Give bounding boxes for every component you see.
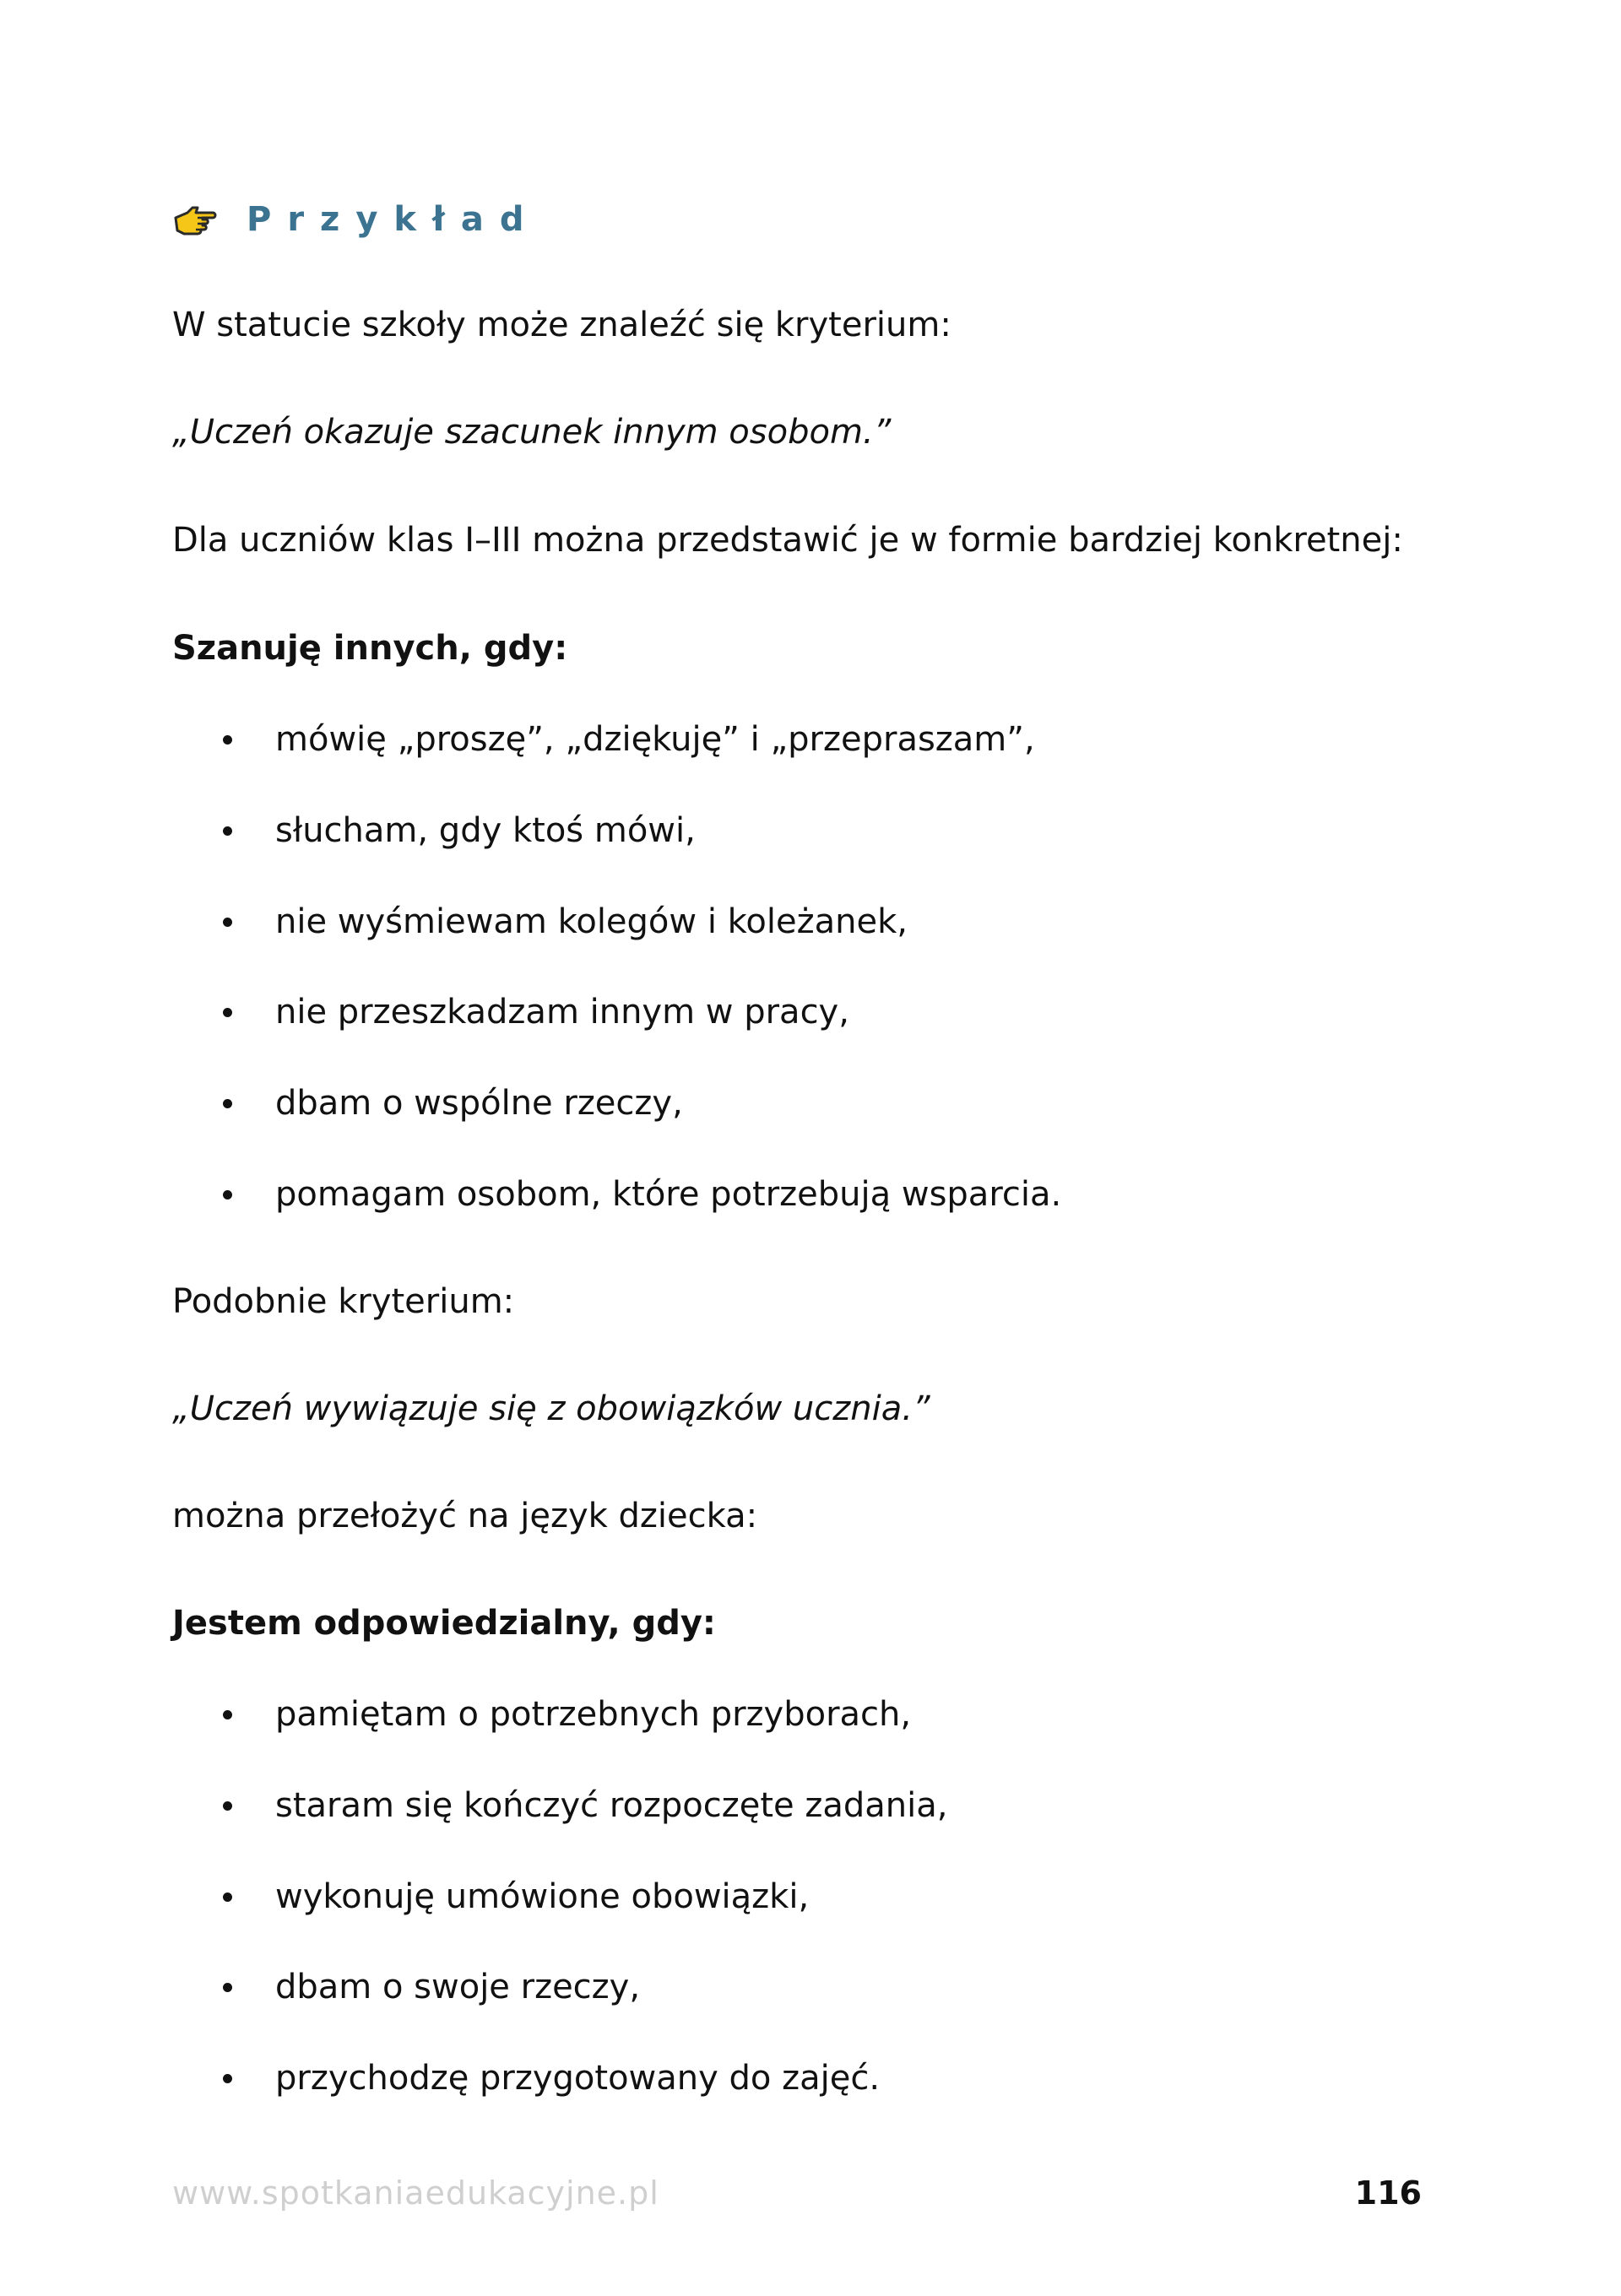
section2-explanation: można przełożyć na język dziecka:	[172, 1497, 758, 1535]
section1-intro: W statucie szkoły może znaleźć się kryterium:	[172, 306, 951, 344]
section1-explanation: Dla uczniów klas I–III można przedstawić je w formie bardziej konkretnej:	[172, 521, 1403, 560]
bullet-icon	[223, 826, 232, 836]
list-item	[172, 1965, 640, 2009]
section2-quote: „Uczeń wywiązuje się z obowiązków ucznia.”	[172, 1389, 930, 1428]
list-item	[172, 2056, 880, 2100]
bullet-icon	[223, 735, 232, 745]
bullet-icon	[223, 1099, 232, 1108]
list-item	[172, 809, 696, 853]
list-item-text: nie wyśmiewam kolegów i koleżanek,	[275, 902, 908, 941]
bullet-icon	[223, 918, 232, 927]
list-item-text: nie przeszkadzam innym w pracy,	[275, 993, 849, 1032]
bullet-icon	[223, 1710, 232, 1719]
section1-heading: Szanuję innych, gdy:	[172, 629, 568, 668]
pointing-hand-icon	[172, 203, 218, 236]
bullet-icon	[223, 2074, 232, 2083]
list-item	[172, 1875, 809, 1919]
example-header	[172, 192, 539, 246]
bullet-icon	[223, 1983, 232, 1992]
bullet-icon	[223, 1801, 232, 1811]
section1-quote: „Uczeń okazuje szacunek innym osobom.”	[172, 413, 892, 452]
example-title: Przykład	[247, 200, 540, 239]
list-item-text: mówię „proszę”, „dziękuję” i „przepraszam”,	[275, 720, 1035, 759]
list-item-text: staram się kończyć rozpoczęte zadania,	[275, 1786, 948, 1825]
section2-heading: Jestem odpowiedzialny, gdy:	[172, 1604, 716, 1643]
list-item-text: pomagam osobom, które potrzebują wsparcia.	[275, 1175, 1062, 1214]
list-item-text: dbam o wspólne rzeczy,	[275, 1084, 683, 1123]
footer-url: www.spotkaniaedukacyjne.pl	[172, 2174, 659, 2212]
list-item	[172, 718, 1035, 761]
bullet-icon	[223, 1190, 232, 1199]
list-item	[172, 990, 849, 1034]
list-item	[172, 1784, 947, 1828]
list-item	[172, 1172, 1061, 1216]
list-item-text: słucham, gdy ktoś mówi,	[275, 811, 696, 850]
list-item	[172, 1081, 683, 1125]
list-item-text: wykonuję umówione obowiązki,	[275, 1877, 810, 1916]
list-item-text: pamiętam o potrzebnych przyborach,	[275, 1695, 912, 1734]
section2-intro: Podobnie kryterium:	[172, 1282, 515, 1321]
bullet-icon	[223, 1893, 232, 1902]
bullet-icon	[223, 1008, 232, 1017]
list-item-text: przychodzę przygotowany do zajęć.	[275, 2059, 881, 2098]
list-item-text: dbam o swoje rzeczy,	[275, 1968, 641, 2006]
list-item	[172, 900, 908, 944]
list-item	[172, 1692, 911, 1736]
page-number: 116	[1354, 2174, 1422, 2212]
